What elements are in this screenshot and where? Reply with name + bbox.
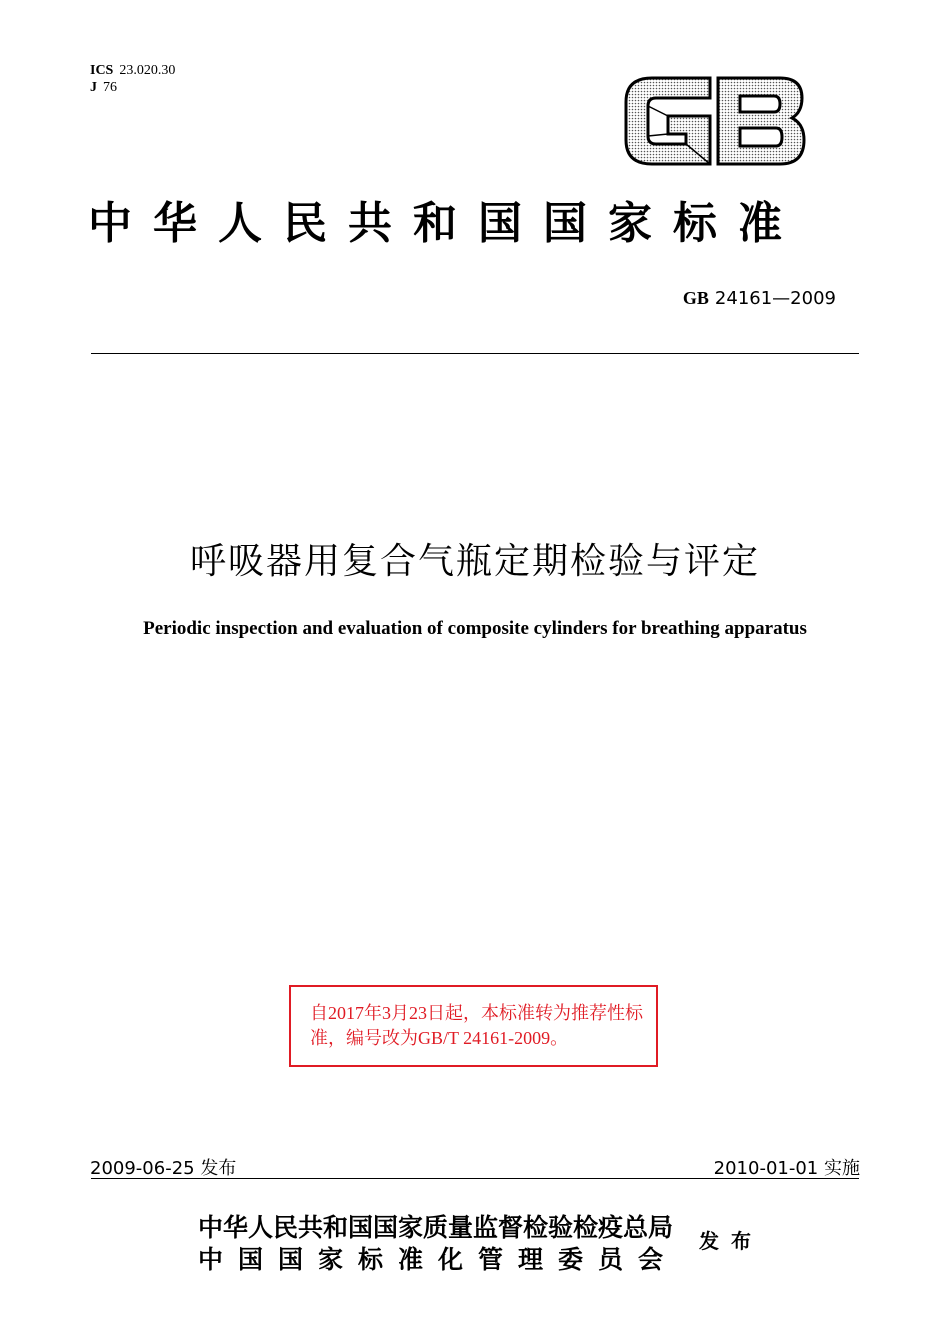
ics-label: ICS bbox=[90, 63, 114, 78]
standard-number bbox=[683, 288, 836, 309]
class-label: J bbox=[90, 80, 97, 95]
notice-text: 自2017年3月23日起，本标准转为推荐性标准，编号改为GB/T 24161-2009。 bbox=[310, 1003, 643, 1048]
title-chinese: 呼吸器用复合气瓶定期检验与评定 bbox=[189, 541, 760, 582]
gb-logo bbox=[622, 72, 808, 170]
header-divider bbox=[91, 353, 859, 354]
classification-codes bbox=[90, 62, 175, 96]
notice-box bbox=[289, 985, 658, 1067]
org-title: 中华人民共和国国家标准 bbox=[88, 198, 803, 249]
class-code: 76 bbox=[103, 80, 117, 95]
footer-divider bbox=[91, 1178, 859, 1179]
implement-date: 2010-01-01 实施 bbox=[713, 1158, 860, 1179]
issuer-line-1: 中华人民共和国国家质量监督检验检疫总局 bbox=[198, 1213, 674, 1242]
ics-code: 23.020.30 bbox=[119, 63, 176, 78]
issuer-line-2: 中国国家标准化管理委员会 bbox=[198, 1245, 679, 1274]
standard-code: 24161—2009 bbox=[714, 288, 836, 309]
publish-date: 2009-06-25 发布 bbox=[90, 1158, 237, 1179]
title-english: Periodic inspection and evaluation of composite cylinders for breathing apparatus bbox=[143, 618, 807, 639]
publish-label: 发布 bbox=[699, 1229, 763, 1253]
standard-prefix: GB bbox=[682, 288, 709, 308]
class-line bbox=[90, 79, 175, 96]
ics-line bbox=[90, 62, 175, 79]
